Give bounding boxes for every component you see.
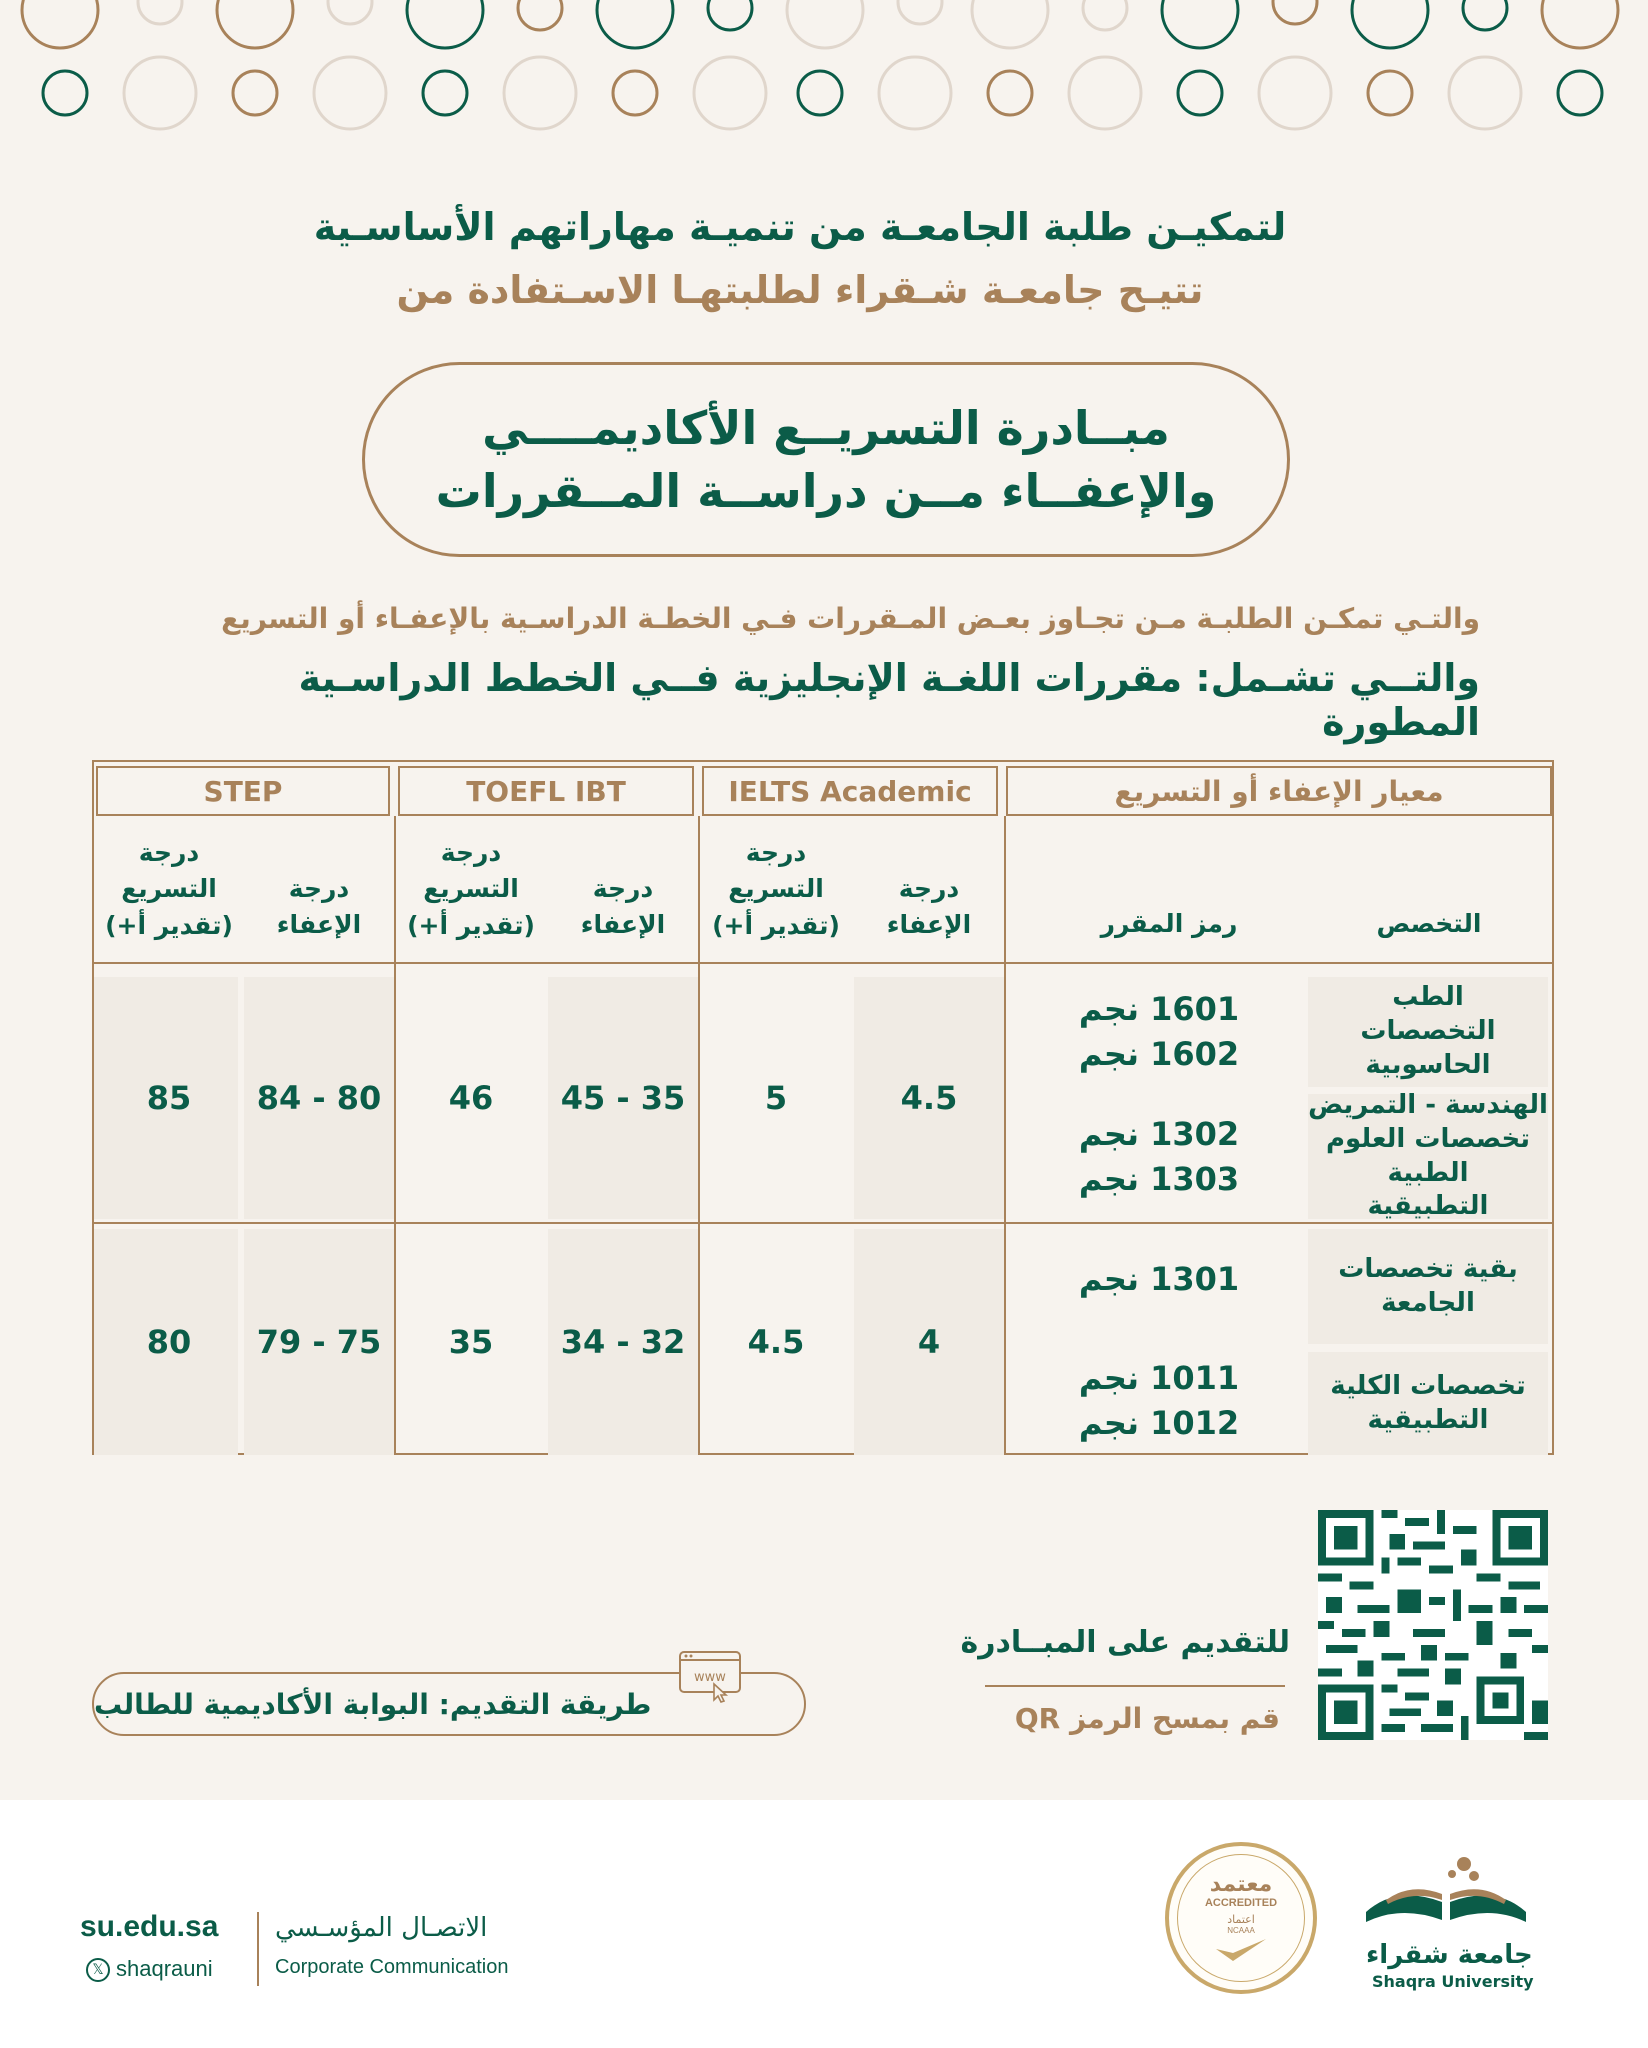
major-text: الطب	[1392, 982, 1464, 1013]
toefl-exempt-score: 34 - 32	[560, 1323, 686, 1361]
subheader-ielts-accel	[698, 822, 854, 957]
subheader-text: درجة	[288, 873, 350, 903]
university-name-english: Shaqra University	[1372, 1972, 1534, 1991]
university-name-arabic: جامعة شقراء	[1366, 1940, 1533, 1970]
major-text: التطبيقية	[1367, 1191, 1489, 1222]
major-text: تخصصات الكلية التطبيقية	[1330, 1370, 1526, 1435]
subheader-text: التسريع	[121, 874, 217, 904]
course-code-cell	[1014, 1347, 1304, 1455]
description-line-1: والتـي تمكـن الطلبـة مـن تجـاوز بعـض المـقررات فـي الخطـة الدراسـية بالإعفـاء أو التسريع	[221, 602, 1480, 635]
ielts-accel-score: 4.5	[747, 1323, 805, 1361]
course-code-text: 1011 نجم	[1078, 1359, 1240, 1398]
ielts-header: IELTS Academic	[702, 766, 998, 816]
step-accel-score: 85	[146, 1079, 192, 1117]
major-text: بقية تخصصات الجامعة	[1338, 1253, 1518, 1318]
apply-scan-instruction: قم بمسح الرمز QR	[1014, 1702, 1280, 1735]
step-exempt-score: 84 - 80	[256, 1079, 382, 1117]
step-accel-score: 80	[146, 1323, 192, 1361]
step-exempt-score: 79 - 75	[256, 1323, 382, 1361]
major-text: الهندسة - التمريض	[1308, 1089, 1548, 1120]
intro-heading-line-2: تتيـح جامعـة شـقراء لطلبتهـا الاسـتفادة من	[396, 268, 1204, 312]
divider	[94, 1222, 1552, 1224]
subheader-ielts-exempt	[854, 857, 1004, 957]
course-code-text: 1602 نجم	[1078, 1035, 1240, 1073]
step-header: STEP	[96, 766, 390, 816]
shaqra-university-logo	[1356, 1850, 1536, 1945]
subheader-text: الإعفاء	[886, 910, 972, 939]
subheader-text: الإعفاء	[276, 910, 362, 939]
major-cell	[1308, 1089, 1548, 1222]
corporate-communication-arabic: الاتصـال المؤسـسي	[275, 1913, 488, 1943]
www-label: www	[694, 1670, 726, 1685]
ielts-accel-score: 5	[764, 1079, 788, 1117]
course-code-cell	[1014, 1229, 1304, 1329]
subheader-toefl-exempt	[548, 857, 698, 957]
course-code-text: 1012 نجم	[1078, 1404, 1240, 1442]
description-line-2: والتــي تشـمل: مقررات اللغـة الإنجليزية فــي الخطط الدراسـية المطورة	[298, 656, 1480, 744]
major-text: التخصصات الحاسوبية	[1360, 1016, 1496, 1080]
divider	[1004, 816, 1006, 1453]
initiative-title-box	[362, 362, 1290, 557]
intro-heading-line-1: لتمكيـن طلبة الجامعـة من تنميـة مهاراتهم الأساسـية	[313, 205, 1287, 249]
major-cell	[1308, 1229, 1548, 1344]
subheader-text: (تقدير أ+)	[407, 910, 535, 940]
subheader-text: الإعفاء	[580, 910, 666, 939]
accreditation-small: اعتماد	[1227, 1912, 1255, 1926]
accreditation-arabic: معتمد	[1209, 1871, 1273, 1897]
accreditation-org: NCAAA	[1227, 1925, 1255, 1935]
www-cursor-icon	[678, 1650, 742, 1704]
subheader-text: درجة	[440, 838, 502, 868]
course-code-text: 1302 نجم	[1078, 1114, 1240, 1153]
subheader-major: التخصص	[1376, 908, 1482, 938]
major-cell	[1308, 977, 1548, 1087]
toefl-header: TOEFL IBT	[398, 766, 694, 816]
subheader-text: درجة	[745, 838, 807, 868]
subheader-text: (تقدير أ+)	[105, 910, 233, 940]
apply-title: للتقديم على المبــادرة	[960, 1625, 1290, 1660]
divider	[257, 1912, 259, 1986]
subheader-text: درجة	[592, 873, 654, 903]
x-social-icon: 𝕏	[86, 1958, 110, 1982]
criterion-header: معيار الإعفاء أو التسريع	[1006, 766, 1552, 816]
decorative-circle-pattern	[0, 0, 1648, 140]
course-code-text: 1301 نجم	[1078, 1259, 1240, 1298]
subheader-step-accel	[94, 822, 244, 957]
toefl-accel-score: 35	[448, 1323, 494, 1361]
course-code-text: 1303 نجم	[1078, 1159, 1240, 1198]
ielts-exempt-score: 4	[917, 1323, 941, 1361]
qr-code[interactable]	[1318, 1510, 1548, 1740]
subheader-course-code: رمز المقرر	[1100, 908, 1238, 938]
subheader-text: درجة	[138, 838, 200, 868]
accreditation-seal	[1165, 1842, 1317, 1994]
subheader-text: التسريع	[728, 874, 824, 904]
website-link[interactable]: su.edu.sa	[80, 1910, 219, 1943]
corporate-communication-english: Corporate Communication	[275, 1956, 509, 1978]
divider	[985, 1685, 1285, 1687]
seal-ring	[1177, 1854, 1305, 1982]
toefl-accel-score: 46	[448, 1079, 494, 1117]
subheader-text: (تقدير أ+)	[712, 910, 840, 940]
ielts-exempt-score: 4.5	[900, 1079, 958, 1117]
course-code-cell	[1014, 977, 1304, 1087]
initiative-title-line-2: والإعفــاء مــن دراســة المــقررات	[435, 463, 1217, 518]
subheader-text: التسريع	[423, 874, 519, 904]
subheader-toefl-accel	[394, 822, 548, 957]
social-handle[interactable]: shaqrauni	[116, 1956, 213, 1981]
course-code-text: 1601 نجم	[1078, 990, 1240, 1029]
accreditation-english: ACCREDITED	[1204, 1896, 1278, 1909]
major-text: تخصصات العلوم الطبية	[1325, 1123, 1530, 1188]
exemption-table	[92, 760, 1554, 1455]
toefl-exempt-score: 45 - 35	[560, 1079, 686, 1117]
divider	[94, 962, 1552, 964]
course-code-cell	[1014, 1094, 1304, 1219]
application-method: طريقة التقديم: البوابة الأكاديمية للطالب	[92, 1672, 806, 1736]
subheader-step-exempt	[244, 857, 394, 957]
initiative-title-line-1: مبــادرة التسريــع الأكاديمــــي	[482, 401, 1170, 456]
major-cell	[1308, 1352, 1548, 1455]
subheader-text: درجة	[898, 873, 960, 903]
